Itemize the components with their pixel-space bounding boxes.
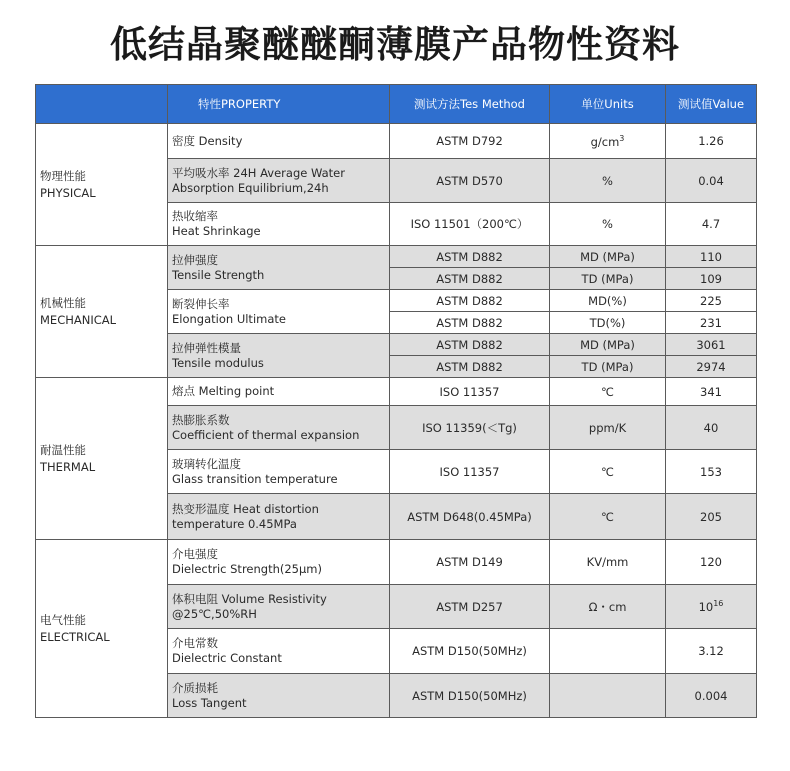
unit-expansion: ppm/K	[550, 406, 666, 450]
value-constant: 3.12	[666, 629, 757, 674]
prop-water-absorption: 平均吸水率 24H Average Water Absorption Equilibrium,24h	[168, 159, 390, 203]
unit-shrink: %	[550, 203, 666, 246]
value-shrink: 4.7	[666, 203, 757, 246]
unit-glass: ℃	[550, 450, 666, 494]
value-hdt: 205	[666, 494, 757, 540]
value-water: 0.04	[666, 159, 757, 203]
method-density: ASTM D792	[390, 124, 550, 159]
method-glass: ISO 11357	[390, 450, 550, 494]
table-row	[36, 124, 757, 159]
header-value: 测试值Value	[666, 85, 757, 124]
prop-tensile-strength: 拉伸强度 Tensile Strength	[168, 246, 390, 290]
prop-dielectric-constant: 介电常数 Dielectric Constant	[168, 629, 390, 674]
prop-volume-resistivity: 体积电阻 Volume Resistivity @25℃,50%RH	[168, 585, 390, 629]
method-modulus-td: ASTM D882	[390, 356, 550, 378]
prop-glass-transition: 玻璃转化温度 Glass transition temperature	[168, 450, 390, 494]
properties-table	[35, 84, 757, 718]
prop-tensile-modulus: 拉伸弹性模量 Tensile modulus	[168, 334, 390, 378]
unit-modulus-td: TD (MPa)	[550, 356, 666, 378]
category-electrical: 电气性能 ELECTRICAL	[36, 540, 168, 718]
method-dielectric-strength: ASTM D149	[390, 540, 550, 585]
unit-water: %	[550, 159, 666, 203]
unit-loss	[550, 674, 666, 718]
value-tensile-md: 110	[666, 246, 757, 268]
prop-density: 密度 Density	[168, 124, 390, 159]
unit-tensile-md: MD (MPa)	[550, 246, 666, 268]
value-loss: 0.004	[666, 674, 757, 718]
prop-loss-tangent: 介质损耗 Loss Tangent	[168, 674, 390, 718]
unit-dielectric-strength: KV/mm	[550, 540, 666, 585]
method-tensile-md: ASTM D882	[390, 246, 550, 268]
value-modulus-md: 3061	[666, 334, 757, 356]
unit-constant	[550, 629, 666, 674]
value-density: 1.26	[666, 124, 757, 159]
header-property: 特性PROPERTY	[168, 85, 390, 124]
value-modulus-td: 2974	[666, 356, 757, 378]
value-elong-td: 231	[666, 312, 757, 334]
header-blank	[36, 85, 168, 124]
unit-elong-td: TD(%)	[550, 312, 666, 334]
table-row	[36, 246, 757, 268]
prop-melting-point: 熔点 Melting point	[168, 378, 390, 406]
header-unit: 单位Units	[550, 85, 666, 124]
method-expansion: ISO 11359(＜Tg)	[390, 406, 550, 450]
unit-hdt: ℃	[550, 494, 666, 540]
value-glass: 153	[666, 450, 757, 494]
method-elong-md: ASTM D882	[390, 290, 550, 312]
method-elong-td: ASTM D882	[390, 312, 550, 334]
value-dielectric-strength: 120	[666, 540, 757, 585]
unit-density: $g/cm^3$	[550, 124, 666, 159]
method-loss: ASTM D150(50MHz)	[390, 674, 550, 718]
table-row	[36, 540, 757, 585]
prop-thermal-expansion: 热膨胀系数 Coefficient of thermal expansion	[168, 406, 390, 450]
unit-tensile-td: TD (MPa)	[550, 268, 666, 290]
table-row	[36, 378, 757, 406]
unit-resistivity: Ω・cm	[550, 585, 666, 629]
value-elong-md: 225	[666, 290, 757, 312]
method-water: ASTM D570	[390, 159, 550, 203]
method-shrink: ISO 11501（200℃）	[390, 203, 550, 246]
unit-elong-md: MD(%)	[550, 290, 666, 312]
prop-dielectric-strength: 介电强度 Dielectric Strength(25μm)	[168, 540, 390, 585]
value-melting: 341	[666, 378, 757, 406]
page-title: 低结晶聚醚醚酮薄膜产品物性资料	[110, 23, 680, 66]
method-resistivity: ASTM D257	[390, 585, 550, 629]
method-hdt: ASTM D648(0.45MPa)	[390, 494, 550, 540]
value-resistivity: $10^{16}$	[666, 585, 757, 629]
unit-melting: ℃	[550, 378, 666, 406]
prop-heat-distortion: 热变形温度 Heat distortion temperature 0.45MPa	[168, 494, 390, 540]
header-method: 测试方法Tes Method	[390, 85, 550, 124]
value-expansion: 40	[666, 406, 757, 450]
prop-heat-shrinkage: 热收缩率 Heat Shrinkage	[168, 203, 390, 246]
table-header-row	[36, 85, 757, 124]
method-melting: ISO 11357	[390, 378, 550, 406]
prop-elongation: 断裂伸长率 Elongation Ultimate	[168, 290, 390, 334]
method-tensile-td: ASTM D882	[390, 268, 550, 290]
category-thermal: 耐温性能 THERMAL	[36, 378, 168, 540]
value-tensile-td: 109	[666, 268, 757, 290]
category-mechanical: 机械性能 MECHANICAL	[36, 246, 168, 378]
method-constant: ASTM D150(50MHz)	[390, 629, 550, 674]
category-physical: 物理性能 PHYSICAL	[36, 124, 168, 246]
unit-modulus-md: MD (MPa)	[550, 334, 666, 356]
method-modulus-md: ASTM D882	[390, 334, 550, 356]
